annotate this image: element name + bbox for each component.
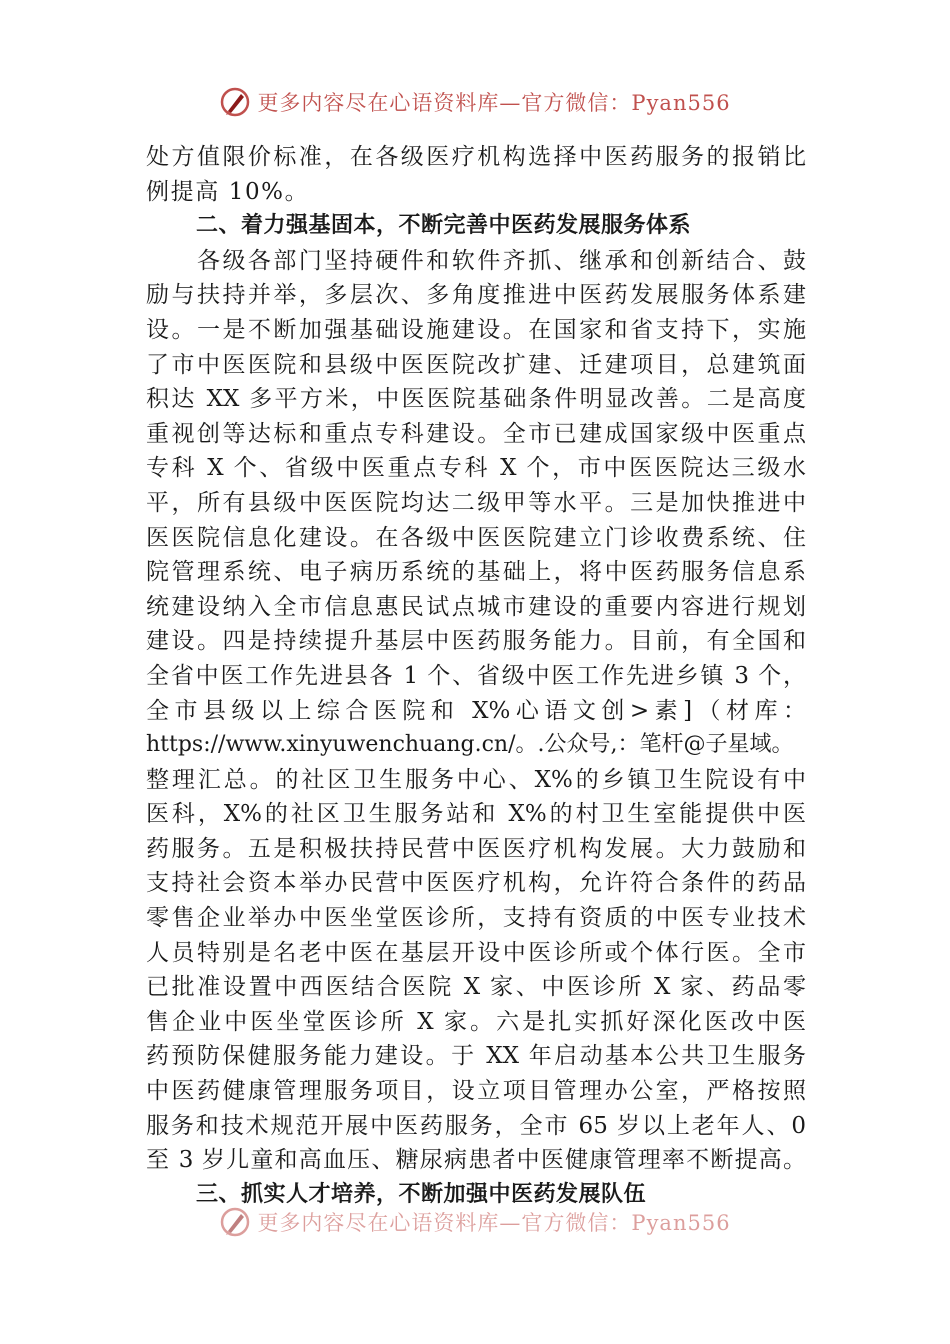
header-watermark-text: 更多内容尽在心语资料库—官方微信：Pyan556 xyxy=(257,91,731,115)
text-line: 专科 X 个、省级中医重点专科 X 个，市中医医院达三级水 xyxy=(146,455,806,482)
text-line: 整理汇总。的社区卫生服务中心、X%的乡镇卫生院设有中 xyxy=(146,766,806,793)
footer-watermark-text: 更多内容尽在心语资料库—官方微信：Pyan556 xyxy=(257,1211,731,1235)
text-line: 全市县级以上综合医院和 X%心语文创>素]（材库： xyxy=(146,697,806,724)
text-line: 全省中医工作先进县各 1 个、省级中医工作先进乡镇 3 个， xyxy=(146,662,806,689)
text-line: 医科，X%的社区卫生服务站和 X%的村卫生室能提供中医 xyxy=(146,801,806,828)
text-line: https://www.xinyuwenchuang.cn/。.公众号,：笔杆@子星域。 xyxy=(146,732,794,758)
section-heading: 二、着力强基固本，不断完善中医药发展服务体系 xyxy=(196,213,692,239)
text-line: 建设。四是持续提升基层中医药服务能力。目前，有全国和 xyxy=(146,628,806,655)
text-line: 处方值限价标准，在各级医疗机构选择中医药服务的报销比 xyxy=(146,144,806,170)
text-line: 了市中医医院和县级中医医院改扩建、迁建项目，总建筑面 xyxy=(146,351,806,378)
document-body xyxy=(146,140,806,1212)
pen-logo-icon xyxy=(219,86,251,118)
text-line: 至 3 岁儿童和高血压、糖尿病患者中医健康管理率不断提高。 xyxy=(146,1147,806,1174)
text-line: 医医院信息化建设。在各级中医医院建立门诊收费系统、住 xyxy=(146,524,806,551)
text-line: 零售企业举办中医坐堂医诊所，支持有资质的中医专业技术 xyxy=(146,905,806,932)
text-line: 支持社会资本举办民营中医医疗机构，允许符合条件的药品 xyxy=(146,870,806,897)
text-line: 人员特别是名老中医在基层开设中医诊所或个体行医。全市 xyxy=(146,939,806,966)
text-line: 售企业中医坐堂医诊所 X 家。六是扎实抓好深化医改中医 xyxy=(146,1008,806,1035)
text-line: 各级各部门坚持硬件和软件齐抓、继承和创新结合、鼓 xyxy=(146,247,806,274)
text-line: 已批准设置中西医结合医院 X 家、中医诊所 X 家、药品零 xyxy=(146,974,806,1001)
text-line: 药预防保健服务能力建设。于 XX 年启动基本公共卫生服务 xyxy=(146,1043,806,1070)
pen-logo-icon xyxy=(219,1206,251,1238)
text-line: 药服务。五是积极扶持民营中医医疗机构发展。大力鼓励和 xyxy=(146,835,806,862)
text-line: 平，所有县级中医医院均达二级甲等水平。三是加快推进中 xyxy=(146,489,806,516)
section-heading: 三、抓实人才培养，不断加强中医药发展队伍 xyxy=(196,1181,647,1207)
text-line: 服务和技术规范开展中医药服务，全市 65 岁以上老年人、0 xyxy=(146,1112,806,1139)
text-line: 中医药健康管理服务项目，设立项目管理办公室，严格按照 xyxy=(146,1078,806,1105)
footer-watermark xyxy=(0,1202,950,1242)
text-line: 例提高 10%。 xyxy=(146,178,310,205)
text-line: 积达 XX 多平方米，中医医院基础条件明显改善。二是高度 xyxy=(146,386,806,413)
text-line: 院管理系统、电子病历系统的基础上，将中医药服务信息系 xyxy=(146,559,806,586)
text-line: 设。一是不断加强基础设施建设。在国家和省支持下，实施 xyxy=(146,316,806,343)
text-line: 统建设纳入全市信息惠民试点城市建设的重要内容进行规划 xyxy=(146,593,806,620)
text-line: 重视创等达标和重点专科建设。全市已建成国家级中医重点 xyxy=(146,420,806,447)
header-watermark xyxy=(0,82,950,122)
text-line: 励与扶持并举，多层次、多角度推进中医药发展服务体系建 xyxy=(146,282,806,309)
